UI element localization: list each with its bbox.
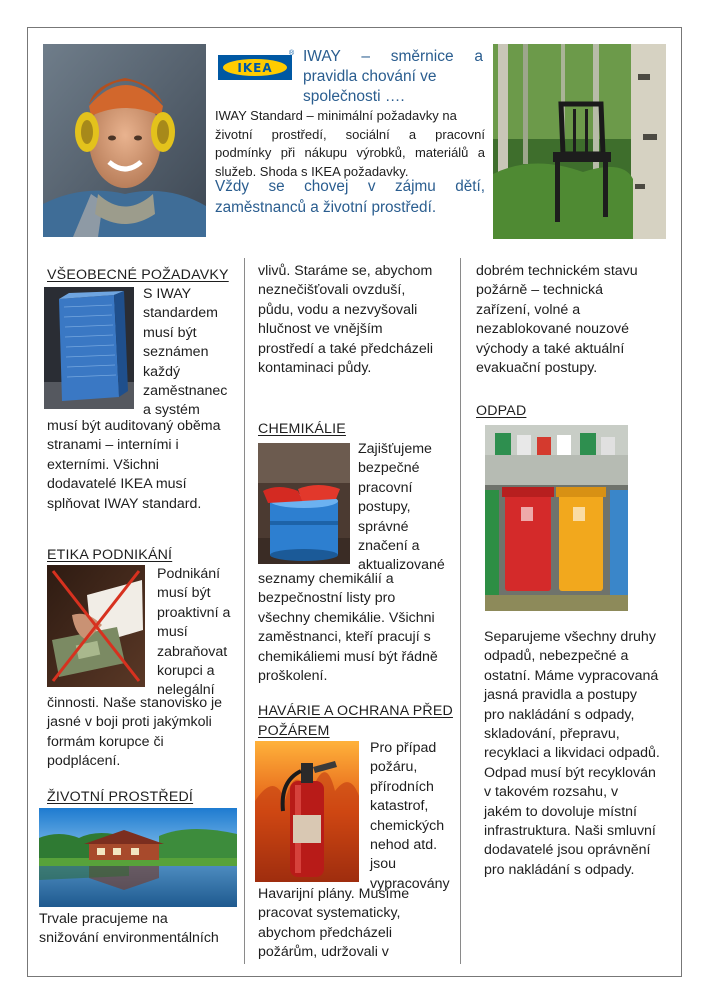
house-lake-image xyxy=(39,808,237,907)
registered-mark: ® xyxy=(289,50,295,57)
heading-environment: ŽIVOTNÍ PROSTŘEDÍ xyxy=(47,789,194,805)
chemicals-body-text: seznamy chemikálií a bezpečnostní listy pro všechny chemikálie. Všichni zaměstnanci, kteří pracují s chemikáliemi musí být řádně proškolení. xyxy=(258,571,438,685)
page-title: IWAY – směrnice a pravidla chování ve společnosti …. xyxy=(303,48,483,105)
general-body-text: musí být auditovaný oběma stranami – interními i externími. Všichni dodavatelé IKEA musí splňovat IWAY standard. xyxy=(47,418,221,512)
corruption-image xyxy=(47,565,145,687)
chemicals-side-text: Zajišťujeme bezpečné pracovní postupy, správné značení a aktualizované xyxy=(358,441,445,574)
worker-photo xyxy=(43,44,206,237)
ikea-logo xyxy=(218,55,292,80)
heading-emergency-fire: HAVÁRIE A OCHRANA PŘED POŽÁREM xyxy=(258,703,453,739)
emergency-side-text: Pro případ požáru, přírodních katastrof, chemických nehod atd. jsou vypracovány xyxy=(370,740,450,892)
heading-waste: ODPAD xyxy=(476,403,527,419)
ikea-logo-text: IKEA xyxy=(237,60,273,75)
forest-chair-photo xyxy=(493,44,666,239)
emergency-body-text: Havarijní plány. Musíme pracovat systematicky, abychom předcházeli požárům, udržovali v xyxy=(258,886,410,961)
iway-book-image xyxy=(44,287,134,409)
general-side-text: S IWAY standardem musí být seznámen každý zaměstnanec a systém xyxy=(143,286,228,419)
heading-chemicals: CHEMIKÁLIE xyxy=(258,421,346,437)
heading-general-requirements: VŠEOBECNÉ POŽADAVKY xyxy=(47,267,229,283)
ethics-side-text: Podnikání musí být proaktivní a musí zabraňovat korupci a nelegální xyxy=(157,566,231,699)
environment-continued-text: vlivů. Staráme se, abychom neznečišťovali ovzduší, půdu, vodu a nezvyšovali hlučnost ve vnějším prostředí a také předcházeli kontaminaci půdy. xyxy=(258,263,434,377)
recycling-bins-image xyxy=(485,425,628,611)
fire-continued-text: dobrém technickém stavu požárně – technická zařízení, volné a nezablokované nouzové východy a také aktuální evakuační postupy. xyxy=(476,263,638,377)
environment-body-text: Trvale pracujeme na snižování environmentálních xyxy=(39,911,219,947)
motto: Vždy se chovej v zájmu dětí, zaměstnanců a životní prostředí. xyxy=(215,178,485,216)
chemical-barrel-image xyxy=(258,443,350,564)
ethics-body-text: činnosti. Naše stanovisko je jasné v boji proti jakýmkoli formám korupce či podplácení. xyxy=(47,695,223,770)
heading-business-ethics: ETIKA PODNIKÁNÍ xyxy=(47,547,173,563)
fire-extinguisher-image xyxy=(255,741,359,882)
iway-standard-text: IWAY Standard – minimální požadavky na životní prostředí, sociální a pracovní podmínky při nákupu výrobků, materiálů a služeb. Shoda s IKEA požadavky. xyxy=(215,108,485,179)
waste-body-text: Separujeme všechny druhy odpadů, nebezpečné a ostatní. Máme vypracovaná jasná pravidla a postupy pro nakládání s odpady, skladování, přepravu, recyklaci a likvidaci odpadů. Odpad musí být recyklován v takovém rozsahu, v jakém to dovoluje místní infrastruktura. Naši smluvní dodavatelé jsou oprávnění pro nakládání s odpady. xyxy=(484,629,660,878)
